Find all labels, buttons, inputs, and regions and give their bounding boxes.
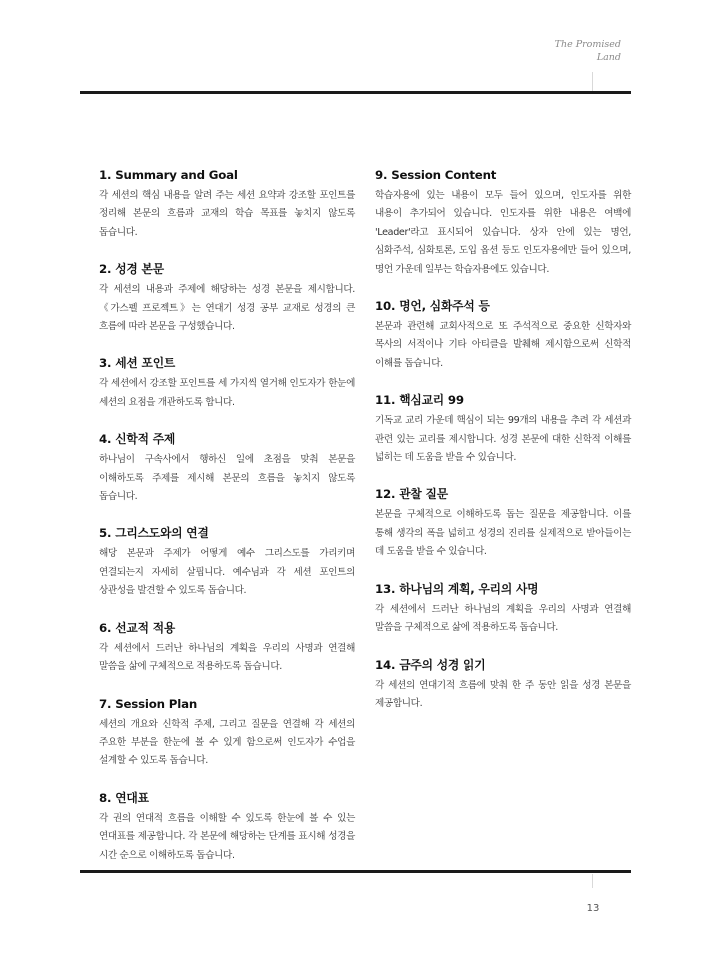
left-column	[99, 166, 355, 883]
page-number: 13	[586, 903, 600, 914]
section-body: 본문을 구체적으로 이해하도록 돕는 질문을 제공합니다. 이를 통해 생각의 폭을 넓히고 성경의 진리를 실제적으로 받아들이는 데 도움을 받을 수 있습니다.	[375, 509, 631, 558]
section-christ-connection	[99, 524, 355, 600]
section-gods-plan-our-mission	[375, 580, 631, 638]
section-body: 세션의 개요와 신학적 주제, 그리고 질문을 연결해 각 세션의 주요한 부분을 한눈에 볼 수 있게 함으로써 인도자가 수업을 설계할 수 있도록 돕습니다.	[99, 718, 355, 767]
section-body: 하나님이 구속사에서 행하신 일에 초점을 맞춰 본문을 이해하도록 주제를 제시해 본문의 흐름을 놓치지 않도록 돕습니다.	[99, 454, 355, 503]
section-title: 2. 성경 본문	[99, 262, 164, 277]
section-title: 1. Summary and Goal	[99, 168, 238, 182]
section-session-content	[375, 166, 631, 279]
section-body: 각 세션의 연대기적 흐름에 맞춰 한 주 동안 읽을 성경 본문을 제공합니다.	[375, 679, 631, 709]
section-title: 9. Session Content	[375, 168, 497, 182]
section-title: 5. 그리스도와의 연결	[99, 526, 209, 541]
section-quotes-commentary	[375, 297, 631, 373]
top-rule	[80, 91, 631, 94]
section-title: 7. Session Plan	[99, 696, 198, 711]
section-title: 4. 신학적 주제	[99, 432, 176, 447]
section-title: 12. 관찰 질문	[375, 487, 448, 502]
section-body: 해당 본문과 주제가 어떻게 예수 그리스도를 가리키며 연결되는지 자세히 살핍니다. 예수님과 각 세션 포인트의 상관성을 발견할 수 있도록 돕습니다.	[99, 548, 355, 597]
section-body: 각 세션에서 드러난 하나님의 계획을 우리의 사명과 연결해 말씀을 구체적으로 삶에 적용하도록 돕습니다.	[375, 603, 631, 634]
section-body: 기독교 교리 가운데 핵심이 되는 99개의 내용을 추려 각 세션과 관련 있는 교리를 제시합니다. 성경 본문에 대한 신학적 이해를 넓히는 데 도움을 받을 수 있습니다.	[375, 415, 631, 464]
section-body: 각 권의 연대적 흐름을 이해할 수 있도록 한눈에 볼 수 있는 연대표를 제공합니다. 각 본문에 해당하는 단계를 표시해 성경을 시간 순으로 이해하도록 돕습니다.	[99, 812, 355, 861]
section-body: 학습자용에 있는 내용이 모두 들어 있으며, 인도자를 위한 내용이 추가되어 있습니다. 인도자를 위한 내용은 여백에 'Leader'라고 표시되어 있습니다. 상자 안에 있는 명언, 심화주석, 심화토론, 도입 옵션 등도 인도자용에만 들어 있으며, 명언 가운데 일부는 학습자용에도 있습니다.	[375, 190, 631, 275]
running-header-line-2: Land	[596, 52, 621, 63]
section-observation-questions	[375, 485, 631, 561]
section-title: 6. 선교적 적용	[99, 620, 176, 635]
section-body: 각 세션에서 드러난 하나님의 계획을 우리의 사명과 연결해 말씀을 삶에 구체적으로 적용하도록 돕습니다.	[99, 642, 355, 673]
section-title: 14. 금주의 성경 읽기	[375, 657, 486, 672]
section-session-point	[99, 354, 355, 412]
running-header-line-1: The Promised	[554, 39, 621, 50]
section-summary-and-goal	[99, 166, 355, 242]
section-weekly-bible-reading	[375, 656, 631, 714]
footer-divider-tick	[592, 874, 593, 888]
section-body: 각 세션에서 강조할 포인트를 세 가지씩 열거해 인도자가 한눈에 세션의 요점을 개관하도록 합니다.	[99, 378, 355, 408]
section-title: 10. 명언, 심화주석 등	[375, 299, 490, 314]
section-core-doctrine	[375, 391, 631, 467]
section-missional-application	[99, 619, 355, 677]
section-body: 각 세션의 내용과 주제에 해당하는 성경 본문을 제시합니다. 《가스펠 프로젝트》는 연대기 성경 공부 교재로 성경의 큰 흐름에 따라 본문을 구성했습니다.	[99, 284, 355, 333]
running-header-title	[531, 38, 621, 64]
section-bible-text	[99, 260, 355, 336]
section-title: 13. 하나님의 계획, 우리의 사명	[375, 581, 539, 596]
section-title: 3. 세션 포인트	[99, 356, 176, 371]
section-title: 11. 핵심교리 99	[375, 393, 464, 408]
section-body: 각 세션의 핵심 내용을 알려 주는 세션 요약과 강조할 포인트를 정리해 본문의 흐름과 교재의 학습 목표를 놓치지 않도록 돕습니다.	[99, 190, 355, 238]
section-theological-theme	[99, 430, 355, 506]
section-session-plan	[99, 695, 355, 771]
section-body: 본문과 관련해 교회사적으로 또 주석적으로 중요한 신학자와 목사의 서적이나 기타 아티클을 발췌해 제시함으로써 신학적 이해를 돕습니다.	[375, 321, 631, 369]
section-title: 8. 연대표	[99, 790, 149, 805]
section-timeline	[99, 789, 355, 865]
right-column	[375, 166, 631, 731]
header-divider-tick	[592, 72, 593, 92]
bottom-rule	[80, 870, 631, 873]
